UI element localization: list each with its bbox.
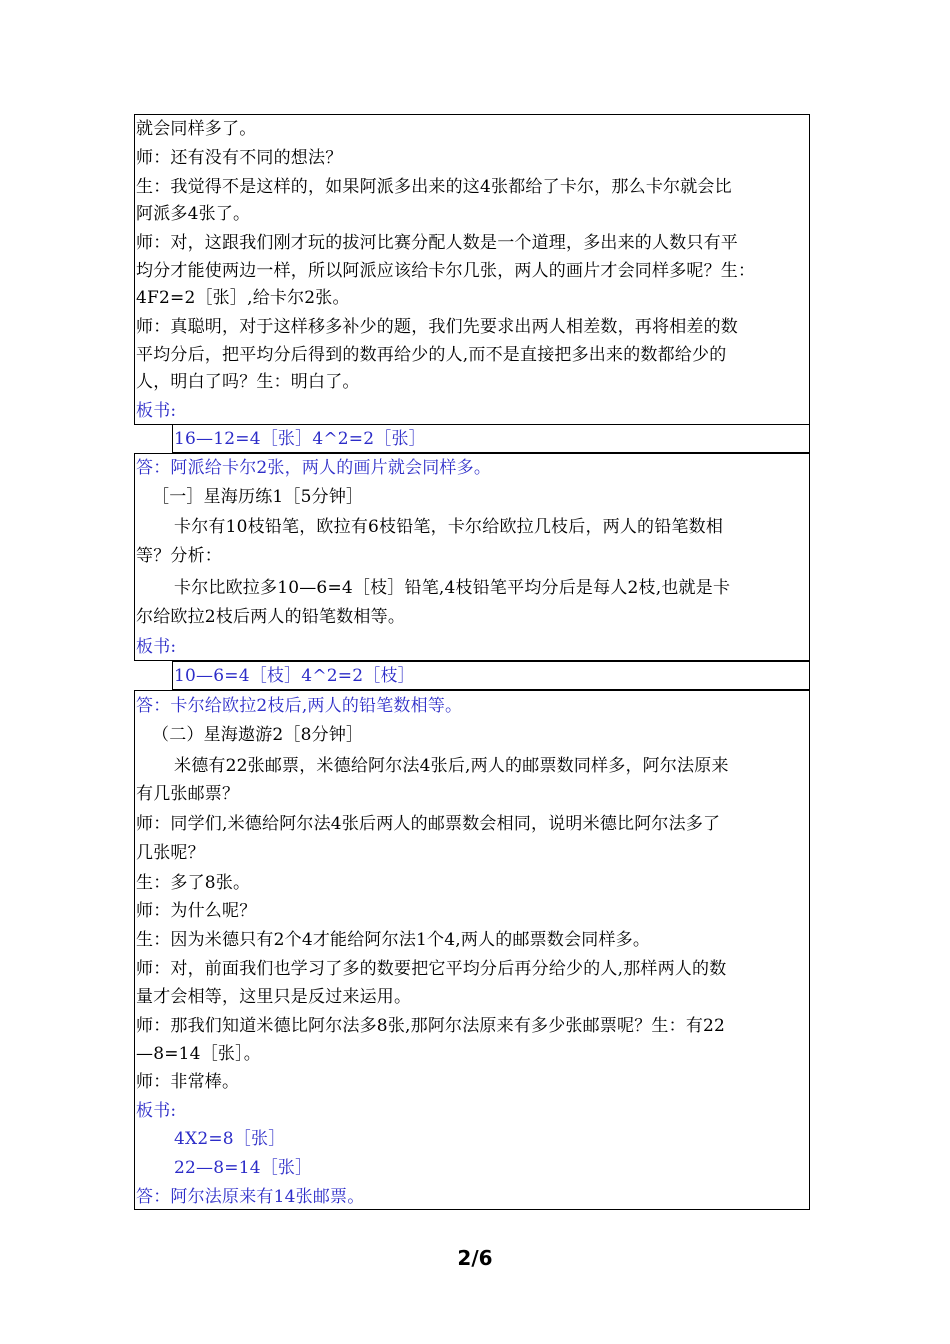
answer-text: 答：阿尔法原来有14张邮票。 — [136, 1187, 365, 1207]
text-line: 生：因为米德只有2个4才能给阿尔法1个4,两人的邮票数会同样多。 — [136, 930, 651, 950]
text-line: 师：还有没有不同的想法？ — [136, 148, 343, 168]
board-label: 板书: — [136, 637, 177, 657]
text-line: 师：非常棒。 — [136, 1072, 240, 1092]
section-title: ［一］星海历练1［5分钟］ — [152, 487, 364, 507]
answer-text: 答：阿派给卡尔2张，两人的画片就会同样多。 — [136, 458, 492, 478]
text-line: 量才会相等，这里只是反过来运用。 — [136, 987, 412, 1007]
text-line: 师：真聪明，对于这样移多补少的题，我们先要求出两人相差数，再将相差的数 — [136, 317, 738, 337]
board-formula: 16—12=4［张］4^2=2［张］ — [174, 429, 426, 449]
text-line: 等？分析： — [136, 546, 222, 566]
text-line: 师：对，这跟我们刚才玩的拔河比赛分配人数是一个道理，多出来的人数只有平 — [136, 233, 738, 253]
text-line: 尔给欧拉2枝后两人的铅笔数相等。 — [136, 607, 406, 627]
text-line: 生：我觉得不是这样的，如果阿派多出来的这4张都给了卡尔，那么卡尔就会比 — [136, 177, 732, 197]
text-line: 师：为什么呢？ — [136, 901, 257, 921]
board-formula: 10—6=4［枝］4^2=2［枝］ — [174, 666, 415, 686]
text-line: 米德有22张邮票，米德给阿尔法4张后,两人的邮票数同样多，阿尔法原来 — [174, 756, 729, 776]
text-line: 平均分后，把平均分后得到的数再给少的人,而不是直接把多出来的数都给少的 — [136, 345, 727, 365]
text-line: —8=14［张］。 — [136, 1044, 261, 1064]
text-line: 人，明白了吗？生：明白了。 — [136, 372, 360, 392]
text-line: 4F2=2［张］,给卡尔2张。 — [136, 288, 350, 308]
text-line: 有几张邮票？ — [136, 784, 240, 804]
board-formula: 22—8=14［张］ — [174, 1158, 313, 1178]
text-line: 卡尔有10枝铅笔，欧拉有6枝铅笔，卡尔给欧拉几枝后，两人的铅笔数相 — [174, 517, 724, 537]
text-line: 师：那我们知道米德比阿尔法多8张,那阿尔法原来有多少张邮票呢？生：有22 — [136, 1016, 726, 1036]
section-title: （二）星海遨游2［8分钟］ — [152, 725, 364, 745]
board-label: 板书: — [136, 401, 177, 421]
text-line: 师：同学们,米德给阿尔法4张后两人的邮票数会相同，说明米德比阿尔法多了 — [136, 814, 721, 834]
text-line: 阿派多4张了。 — [136, 204, 251, 224]
answer-text: 答：卡尔给欧拉2枝后,两人的铅笔数相等。 — [136, 696, 463, 716]
text-line: 生：多了8张。 — [136, 873, 251, 893]
text-line: 几张呢？ — [136, 843, 205, 863]
text-line: 卡尔比欧拉多10—6=4［枝］铅笔,4枝铅笔平均分后是每人2枝,也就是卡 — [174, 578, 731, 598]
board-label: 板书: — [136, 1101, 177, 1121]
page-number: 2/6 — [457, 1246, 493, 1270]
text-line: 均分才能使两边一样，所以阿派应该给卡尔几张，两人的画片才会同样多呢？生： — [136, 261, 756, 281]
board-formula: 4X2=8［张］ — [174, 1129, 286, 1149]
text-line: 就会同样多了。 — [136, 119, 257, 139]
text-line: 师：对，前面我们也学习了多的数要把它平均分后再分给少的人,那样两人的数 — [136, 959, 727, 979]
